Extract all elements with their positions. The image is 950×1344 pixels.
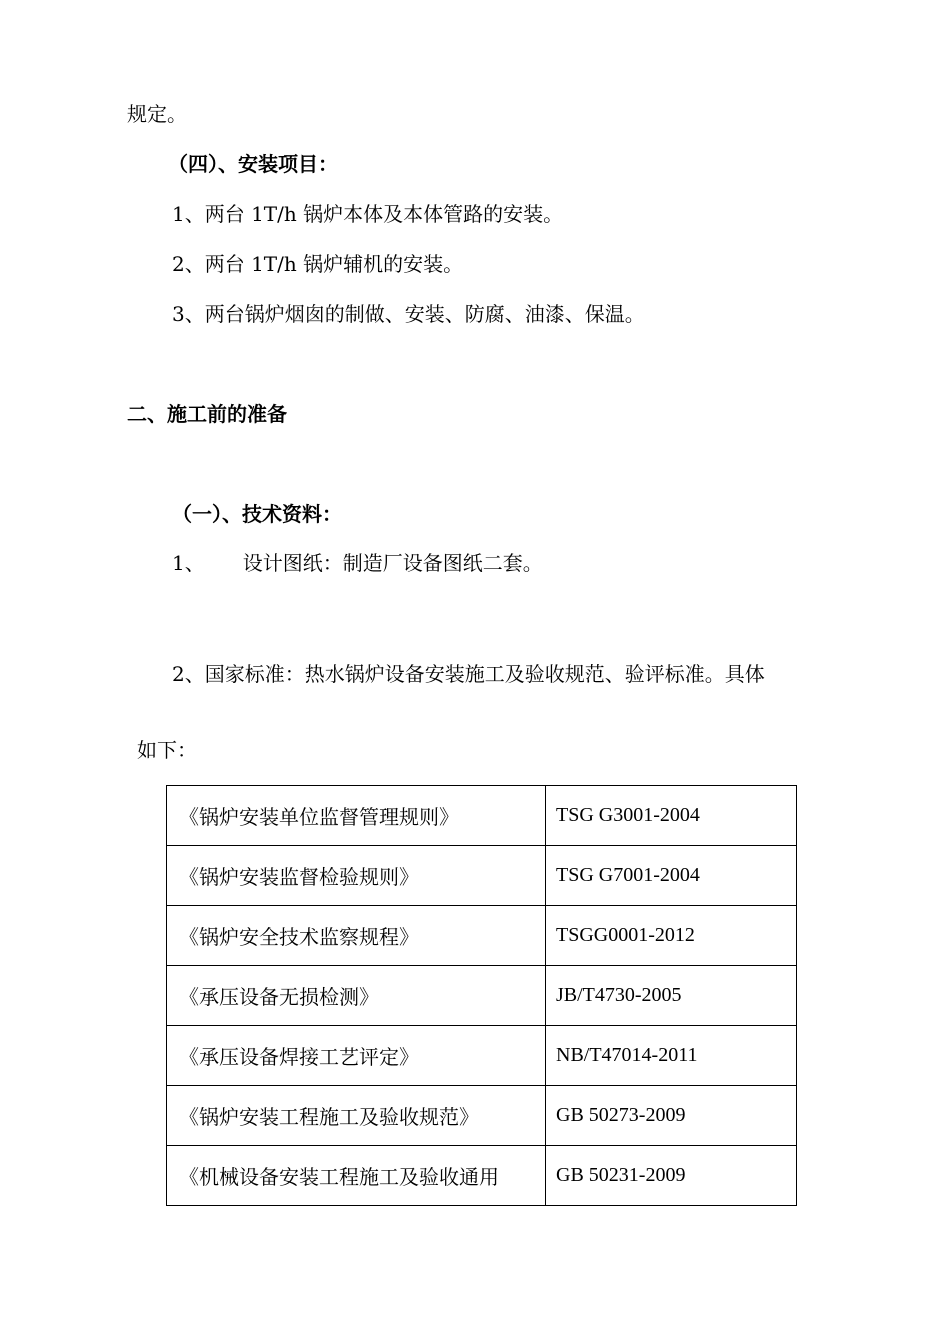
- standard-code: GB 50231-2009: [546, 1146, 797, 1206]
- tech-item-1-text: 设计图纸：制造厂设备图纸二套。: [242, 551, 543, 575]
- tech-item-1: [172, 550, 543, 576]
- standards-table: [166, 785, 797, 1206]
- standard-name: 《锅炉安装监督检验规则》: [167, 846, 546, 906]
- section-heading-install-items: （四）、安装项目：: [168, 152, 338, 176]
- paragraph-continuation: 规定。: [127, 102, 187, 126]
- tech-item-1-number: 1、: [172, 551, 205, 575]
- standard-code: GB 50273-2009: [546, 1086, 797, 1146]
- install-item-2: 2、两台 1T/h 锅炉辅机的安装。: [172, 252, 464, 276]
- standard-name: 《锅炉安装工程施工及验收规范》: [167, 1086, 546, 1146]
- section-heading-technical-documents: （一）、技术资料：: [172, 502, 342, 526]
- standard-code: TSG G3001-2004: [546, 786, 797, 846]
- install-item-1: 1、两台 1T/h 锅炉本体及本体管路的安装。: [172, 202, 564, 226]
- table-row: [167, 1026, 797, 1086]
- table-row: [167, 786, 797, 846]
- standard-code: TSG G7001-2004: [546, 846, 797, 906]
- table-row: [167, 1146, 797, 1206]
- standard-name: 《锅炉安装单位监督管理规则》: [167, 786, 546, 846]
- standard-code: JB/T4730-2005: [546, 966, 797, 1026]
- chapter-heading-preparation: 二、施工前的准备: [127, 402, 287, 426]
- standard-name: 《机械设备安装工程施工及验收通用: [167, 1146, 546, 1206]
- table-row: [167, 1086, 797, 1146]
- standard-code: NB/T47014-2011: [546, 1026, 797, 1086]
- install-item-3: 3、两台锅炉烟囱的制做、安装、防腐、油漆、保温。: [172, 302, 645, 326]
- standard-name: 《承压设备焊接工艺评定》: [167, 1026, 546, 1086]
- table-row: [167, 906, 797, 966]
- standard-name: 《承压设备无损检测》: [167, 966, 546, 1026]
- table-row: [167, 966, 797, 1026]
- tech-item-2: 2、国家标准：热水锅炉设备安装施工及验收规范、验评标准。具体: [172, 662, 765, 686]
- table-row: [167, 846, 797, 906]
- tech-item-2-continuation: 如下：: [137, 738, 197, 762]
- standard-name: 《锅炉安全技术监察规程》: [167, 906, 546, 966]
- standard-code: TSGG0001-2012: [546, 906, 797, 966]
